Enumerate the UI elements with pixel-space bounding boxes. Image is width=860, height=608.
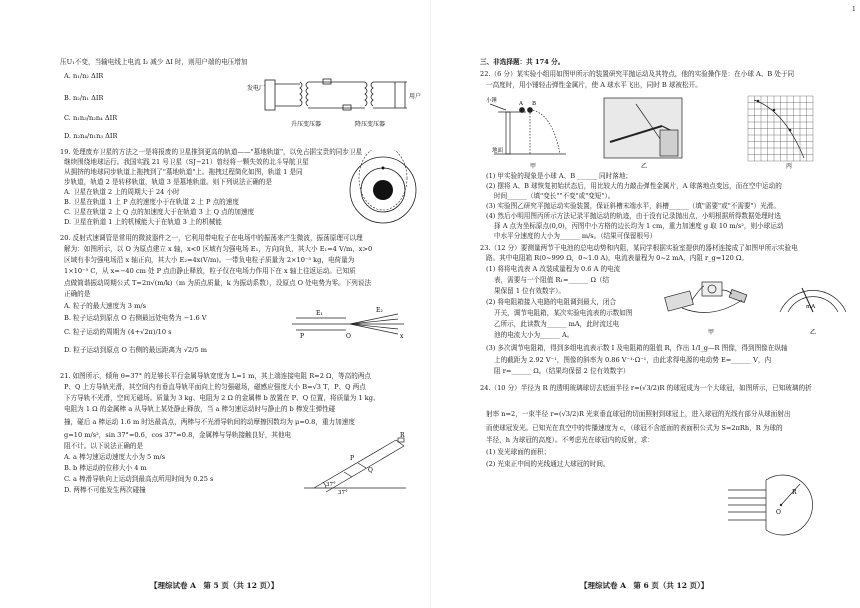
q21-line-7: 阻不计。以下说法正确的是 — [64, 442, 144, 450]
q20-fig-p: P — [300, 333, 305, 340]
q19-option-b: B. 卫星在轨道 1 上 P 点的速度小于在轨道 2 上 P 点的速度 — [64, 198, 239, 206]
q18-fig-down-label: 降压变压器 — [355, 121, 386, 128]
q18-fig-up-label: 升压变压器 — [291, 121, 322, 128]
left-page-footer: 【理综试卷 A 第 5 页（共 12 页）】 — [150, 581, 279, 590]
q20-option-c: C. 粒子运动的周期为 (4+√2π)/10 s — [64, 328, 172, 336]
q20-field-figure — [288, 306, 408, 342]
q24-line-3: 而使球冠发光。已知光在真空中的传播速度为 c，（球冠不含底面的表面积公式为 S=2πRh，R 为球的 — [486, 424, 783, 432]
q21-fig-q: Q — [368, 467, 373, 474]
q20-line-4: 1×10⁻⁵ C，从 x=−40 cm 处 P 点由静止释放，粒子仅在电场力作用下在 x 轴上往返运动。已知质 — [64, 267, 356, 275]
q21-line-4: 电阻为 1 Ω 的金属棒 a 从导轨上某处静止释放，当 a 棒匀速运动时与静止的 b 棒发生弹性碰 — [64, 405, 336, 413]
q23-sub-1b: 表，需要与一个阻值 R₁=______ Ω（结 — [494, 276, 610, 284]
q21-option-b: B. b 棒运动的位移大小 4 m — [64, 464, 147, 472]
q23-fig-jia: 甲 — [708, 329, 715, 336]
q23-sub-2d: 池的电流大小为______ A。 — [494, 331, 574, 339]
q22-fig-hammer: 小锤 — [486, 98, 498, 104]
q24-line-4: 半径，h 为球冠的高度）。不考虑光在球冠内的反射，求： — [486, 436, 654, 444]
q23-line-2: 路。其中电阻箱 R(0~999 Ω，0~1.0 A)，电流表量程为 0~2 mA，内阻 r_g=120 Ω。 — [486, 254, 748, 262]
q21-option-c: C. a 棒滑导轨向上运动到最高点所用时间为 0.25 s — [64, 475, 214, 483]
q18-option-d: D. n₂n₄/n₁n₃ ΔIR — [64, 132, 118, 140]
q22-fig-bing: 丙 — [786, 163, 793, 170]
q20-fig-x: x — [400, 333, 404, 340]
q23-sub-3c: 阻 r=______ Ω。（结果均保留 2 位有效数字） — [494, 367, 630, 375]
q20-fig-o: O — [346, 333, 351, 340]
q23-fig-ma: mA — [806, 304, 816, 310]
q23-sub-3b: 上的截距为 2.92 V⁻¹，图像的斜率为 0.86 V⁻¹·Ω⁻¹，由此求得电源的电动势 E=______ V，内 — [494, 356, 772, 364]
q20-option-b: B. 粒子运动到原点 O 右侧最远处电势为 −1.6 V — [64, 314, 207, 322]
right-page — [430, 0, 860, 608]
q24-sphere-figure — [720, 470, 840, 540]
q21-line-3: 下方导轨不光滑，空间无磁场。质量为 3 kg、电阻为 2 Ω 的金属棒 b 放置在 P、Q 位置，将质量为 1 kg、 — [64, 394, 380, 402]
q19-line-1: 19. 处理废弃卫星的方法之一是将报废的卫星推到更高的轨道——"墓地轨道"，以免占据宝贵的同步卫星 — [60, 148, 363, 156]
corner-mark: 1 — [852, 6, 856, 13]
q20-option-d: D. 粒子运动到原点 O 右侧的最远距离为 √2/5 m — [64, 346, 208, 354]
q19-line-4: 步轨道，轨道 2 是转移轨道，轨道 3 是墓地轨道。则下列说法正确的是 — [64, 178, 272, 186]
q21-line-1: 21. 如图所示，倾角 θ=37° 的足够长平行金属导轨宽度为 L=1 m，其上端连接电阻 R=2 Ω，等高的两点 — [60, 372, 372, 380]
q18-stem: 压U₁不变，当输电线上电流 I₂ 减少 ΔI 时，则用户端的电压增加 — [60, 58, 248, 66]
q24-line-1: 24.（10 分）半径为 R 的透明玻璃球切去底面半径 r=(√3/2)R 的球冠成为一个大球冠，如图所示，已知玻璃的折 — [480, 384, 812, 392]
q18-option-c: C. n₁n₃/n₂n₄ ΔIR — [64, 114, 118, 122]
q22-sub-2b: 时间______（填"变长""不变"或"变短"）。 — [494, 192, 615, 200]
q22-sub-2: (2) 摆将 A、B 球恢复初始状态后，用比较大的力敲击弹性金属片，A 球落地点变远，而在空中运动的 — [486, 182, 782, 190]
q23-fig-yi: 乙 — [810, 329, 817, 336]
q20-option-a: A. 粒子的最大速度为 3 m/s — [64, 302, 146, 310]
q22-fig-jia: 甲 — [530, 163, 537, 170]
q20-line-3: 区域有非匀强电场沿 x 轴正向，其大小 E₂=4x(V/m)。一带负电粒子质量为 2×10⁻³ kg，电荷量为 — [64, 256, 355, 264]
q23-line-1: 23.（12 分）要测量两节干电池的总电动势和内阻，某同学根据实验室提供的器材连接成了如图甲所示实验电 — [480, 244, 798, 252]
q22-sub-4: (4) 然后小明用图丙所示方法记录平抛运动的轨迹，由于没有记录抛出点，小明根据所得数据处理时选 — [486, 212, 781, 220]
q20-line-1: 20. 反射式速调管是常用的微波器件之一，它利用带电粒子在电场中的振荡来产生微波，振荡原理可以理 — [60, 234, 363, 242]
q23-sub-2b: 开关，调节电阻箱，某次实验电流表的示数如图 — [494, 309, 633, 317]
q21-option-d: D. 两棒不可能发生两次碰撞 — [64, 486, 146, 494]
right-page-footer: 【理综试卷 A 第 6 页（共 12 页）】 — [580, 581, 709, 590]
q18-fig-gen-label: 发电厂 — [247, 85, 266, 92]
q19-option-d: D. 卫星在轨道 1 上的机械能大于在轨道 3 上的机械能 — [64, 218, 222, 226]
q20-line-5: 点做简谐振动周期公式 T=2π√(m/k)（m 为质点质量，k 为振动系数），设原点 O 处电势为零。下列说法 — [64, 279, 372, 287]
q22-fig-b: B — [532, 101, 537, 107]
q19-option-c: C. 卫星在轨道 2 上 Q 点的加速度大于在轨道 3 上 Q 点的加速度 — [64, 208, 255, 216]
q23-sub-3: (3) 多次调节电阻箱，得到多组电流表示数 I 及电阻箱的阻值 R，作出 1/I_g—R 图像，得到图像在纵轴 — [486, 344, 788, 352]
section-heading: 三、非选择题：共 174 分。 — [480, 58, 565, 66]
q24-sub-2: (2) 光束正中间的光线通过大球冠的时间。 — [486, 460, 610, 468]
q20-fig-e2: E₂ — [376, 307, 383, 314]
q24-line-2: 射率 n=2，一束半径 r=(√3/2)R 光束垂直球冠的切面照射到球冠上，进入球冠的光线有部分从球面射出 — [486, 410, 791, 418]
q22-sub-1: (1) 甲实验的现象是小球 A、B ______ 同时落地； — [486, 172, 633, 180]
q22-fig-yi: 乙 — [641, 163, 648, 170]
q24-fig-o: O — [776, 509, 781, 516]
q22-sub-4c: 中水平分速度的大小为______ m/s。（结果可保留根号） — [494, 232, 657, 240]
q18-option-a: A. n₁/n₂ ΔIR — [64, 72, 104, 80]
q21-fig-p: P — [350, 455, 355, 462]
q21-option-a: A. a 棒匀速运动速度大小为 5 m/s — [64, 453, 166, 461]
q20-line-6: 正确的是 — [64, 290, 91, 298]
q21-line-2: P、Q 上方导轨光滑，其空间内有垂直导轨平面向上的匀强磁场，磁感应强度大小 B=√3 T，P、Q 两点 — [64, 383, 366, 391]
q19-line-3: 从拥挤的地球同步轨道上拖拽到了"墓地轨道"上。拖拽过程简化如图，轨道 1 是同 — [64, 168, 303, 176]
q24-fig-r: R — [792, 489, 797, 496]
q24-sub-1: (1) 发光球面的面积； — [486, 448, 551, 456]
q22-fig-a: A — [519, 101, 523, 107]
q22-figures — [486, 92, 856, 172]
q23-sub-1c: 果保留 1 位有效数字）。 — [494, 287, 566, 295]
q21-line-5: 撞，碰后 a 棒运动 1.6 m 时达最高点，两棒与不光滑导轨间的动摩擦因数均为 μ=0.8，重力加速度 — [64, 418, 355, 426]
q19-line-2: 继续围绕地球运行。我国实践 21 号卫星（SJ−21）曾经将一颗失效的北斗导航卫星 — [64, 158, 309, 166]
q21-line-6: g=10 m/s²，sin 37°=0.6，cos 37°=0.8，金属棒与导轨接触良好，其他电 — [64, 431, 292, 439]
q22-line-2: 一高度时，用小锤轻击弹性金属片，使 A 球水平飞出，同时 B 球被松开。 — [486, 81, 702, 89]
q21-rails-figure — [300, 432, 410, 496]
q23-sub-1: (1) 将将电流表 A 改装成量程为 0.6 A 的电流 — [486, 265, 621, 273]
q21-fig-r: R — [400, 432, 405, 439]
q18-transformer-figure — [245, 68, 425, 134]
q21-fig-angle-1: 37° — [326, 482, 336, 488]
q20-fig-e1: E₁ — [316, 310, 323, 317]
q19-orbit-figure — [345, 150, 421, 226]
q20-line-2: 解为：如图所示，以 O 为原点建立 x 轴，x<0 区域有匀强电场 E₁，方向向负，其大小 E₁=4 V/m，x>0 — [64, 245, 373, 253]
q22-fig-ground: 地面 — [492, 148, 504, 154]
q19-option-a: A. 卫星在轨道 2 上的周期大于 24 小时 — [64, 188, 180, 196]
q22-sub-4b: 择 A 点为坐标原点(0,0)，丙图中小方格的边长均为 1 cm，重力加速度 g 取 10 m/s²，则小球运动 — [494, 222, 784, 230]
q18-fig-user-label: 用户 — [409, 93, 422, 100]
q23-figures — [652, 262, 852, 342]
q23-sub-2: (2) 将电阻箱接入电路的电阻调到最大，闭合 — [486, 298, 617, 306]
q23-sub-2c: 乙所示，此读数为______ mA，此时流过电 — [494, 320, 620, 328]
q21-fig-angle-2: 37° — [338, 490, 348, 496]
q22-line-1: 22.（6 分）某实验小组用如图甲所示的装置研究平抛运动及其特点，他的实验操作是：在小球 A、B 处于同 — [480, 70, 795, 78]
q18-option-b: B. n₂/n₁ ΔIR — [64, 94, 104, 102]
q22-sub-3: (3) 实验图乙研究平抛运动实验装置，保证斜槽末端水平，斜槽______（填"需要"或"不需要"）光滑。 — [486, 202, 780, 210]
